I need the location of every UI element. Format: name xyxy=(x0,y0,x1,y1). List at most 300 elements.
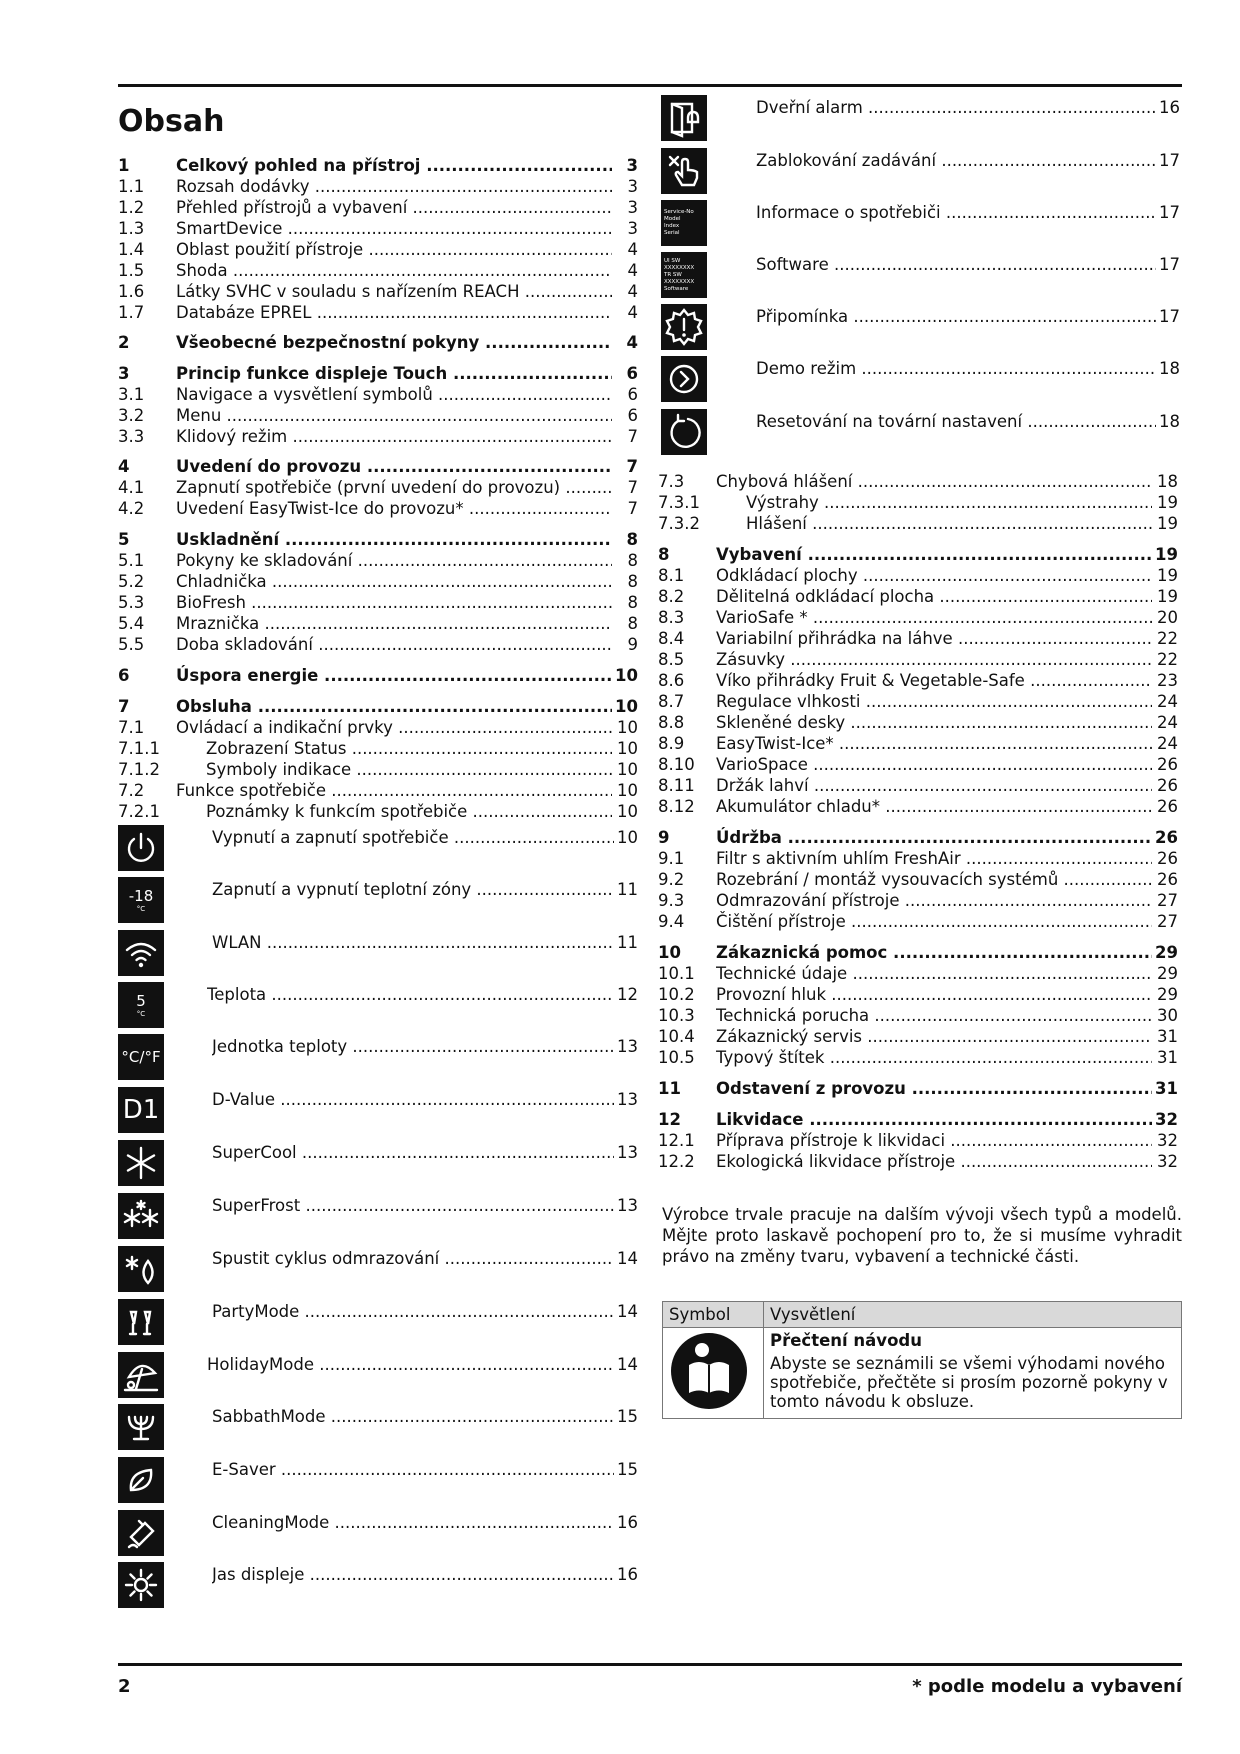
toc-entry-page: 17 xyxy=(1159,307,1180,326)
bottom-rule xyxy=(118,1663,1182,1666)
toc-entry-title: EasyTwist-Ice* ..... xyxy=(716,733,1152,755)
toc-entry xyxy=(756,149,1180,173)
toc-entry xyxy=(118,571,638,593)
toc-entry xyxy=(658,796,1178,818)
icon-caption: D1 xyxy=(122,1095,160,1125)
toc-entry-title: Odstavení z provozu ..... xyxy=(716,1078,1152,1100)
power-icon xyxy=(118,825,164,871)
toc-entry xyxy=(118,218,638,240)
toc-entry xyxy=(118,696,638,718)
toc-entry xyxy=(212,1088,638,1112)
toc-entry-title: Princip funkce displeje Touch ..... xyxy=(176,363,612,385)
toc-entry-number: 8.8 xyxy=(658,713,685,732)
toc-entry xyxy=(658,565,1178,587)
toc-entry xyxy=(658,691,1178,713)
icon-caption-line: Software xyxy=(664,285,689,292)
toc-entry xyxy=(118,384,638,406)
toc-entry-page: 13 xyxy=(617,1090,638,1109)
toc-entry-page: 8 xyxy=(627,593,638,612)
toc-entry-title: Regulace vlhkosti ..... xyxy=(716,691,1152,713)
toc-entry-title: Připomínka ..... xyxy=(756,305,1156,329)
toc-entry-title: Skleněné desky ..... xyxy=(716,712,1152,734)
toc-entry-page: 23 xyxy=(1157,671,1178,690)
toc-entry-page: 17 xyxy=(1159,255,1180,274)
toc-entry-number: 4.2 xyxy=(118,499,145,518)
toc-entry-page: 8 xyxy=(627,551,638,570)
toc-entry xyxy=(212,1563,638,1587)
toc-entry xyxy=(212,1511,638,1535)
toc-entry xyxy=(212,1300,638,1324)
toc-entry-number: 9 xyxy=(658,828,670,847)
toc-entry xyxy=(756,96,1180,120)
toc-entry-title: D-Value ..... xyxy=(212,1088,614,1112)
toc-entry xyxy=(658,942,1178,964)
toc-entry-number: 10.1 xyxy=(658,964,695,983)
toc-entry-page: 13 xyxy=(617,1143,638,1162)
icon-unit: °C xyxy=(136,1010,146,1018)
toc-entry-title: Provozní hluk ..... xyxy=(716,984,1152,1006)
toc-entry-page: 26 xyxy=(1157,870,1178,889)
toc-entry-page: 8 xyxy=(627,572,638,591)
toc-entry-page: 10 xyxy=(617,718,638,737)
toc-entry-title: Rozsah dodávky ..... xyxy=(176,176,612,198)
superfrost-icon xyxy=(118,1193,164,1239)
toc-entry-title: Odmrazování přístroje ..... xyxy=(716,890,1152,912)
toc-entry-page: 3 xyxy=(627,177,638,196)
toc-entry-title: Oblast použití přístroje ..... xyxy=(176,239,612,261)
demo-mode-icon xyxy=(661,356,707,402)
toc-entry xyxy=(118,498,638,520)
toc-entry xyxy=(118,176,638,198)
toc-entry xyxy=(212,1405,638,1429)
toc-entry-page: 18 xyxy=(1159,359,1180,378)
toc-entry-page: 31 xyxy=(1157,1027,1178,1046)
toc-entry xyxy=(658,628,1178,650)
toc-entry-page: 31 xyxy=(1157,1048,1178,1067)
toc-entry-number: 12 xyxy=(658,1110,681,1129)
toc-entry xyxy=(658,1047,1178,1069)
toc-entry-page: 13 xyxy=(617,1196,638,1215)
toc-entry-page: 18 xyxy=(1159,412,1180,431)
toc-entry-title: Jednotka teploty ..... xyxy=(212,1035,614,1059)
toc-entry-title: SuperCool ..... xyxy=(212,1141,614,1165)
toc-entry xyxy=(756,410,1180,434)
appliance-info-icon xyxy=(661,200,707,246)
toc-entry-title: Zablokování zadávání ..... xyxy=(756,149,1156,173)
icon-caption: 5 xyxy=(136,992,146,1010)
toc-entry xyxy=(118,260,638,282)
toc-entry-number: 8.10 xyxy=(658,755,695,774)
door-alarm-icon xyxy=(661,95,707,141)
toc-entry xyxy=(658,1026,1178,1048)
toc-entry-number: 8.6 xyxy=(658,671,685,690)
symbol-row-text: Abyste se seznámili se všemi výhodami nového spotřebiče, přečtěte si prosím pozorně pokyny v tomto návodu k obsluze. xyxy=(770,1354,1168,1411)
toc-entry-number: 11 xyxy=(658,1079,681,1098)
toc-entry-number: 7.3.2 xyxy=(658,514,700,533)
toc-entry xyxy=(212,826,638,850)
toc-entry-page: 10 xyxy=(617,739,638,758)
toc-entry-number: 8.9 xyxy=(658,734,685,753)
toc-entry xyxy=(658,1005,1178,1027)
toc-entry-title: Výstrahy ..... xyxy=(746,492,1152,514)
toc-entry-title: Zapnutí a vypnutí teplotní zóny ..... xyxy=(212,878,614,902)
toc-entry xyxy=(118,613,638,635)
toc-entry-page: 16 xyxy=(617,1565,638,1584)
toc-entry-number: 1.3 xyxy=(118,219,145,238)
toc-entry-page: 16 xyxy=(1159,98,1180,117)
defrost-icon xyxy=(118,1246,164,1292)
toc-entry xyxy=(658,670,1178,692)
toc-entry-number: 9.4 xyxy=(658,912,685,931)
symbol-row-title: Přečtení návodu xyxy=(770,1331,922,1350)
toc-entry-title: Zákaznická pomoc ..... xyxy=(716,942,1152,964)
toc-entry-title: Odkládací plochy ..... xyxy=(716,565,1152,587)
wifi-icon xyxy=(118,930,164,976)
toc-entry-title: Symboly indikace ..... xyxy=(206,759,612,781)
toc-entry xyxy=(756,253,1180,277)
toc-entry-page: 10 xyxy=(617,781,638,800)
toc-entry xyxy=(756,201,1180,225)
toc-entry-page: 3 xyxy=(626,156,638,175)
toc-entry xyxy=(118,332,638,354)
toc-entry-number: 10.5 xyxy=(658,1048,695,1067)
toc-entry-title: Rozebrání / montáž vysouvacích systémů ..... xyxy=(716,869,1152,891)
toc-entry-title: Chladnička ..... xyxy=(176,571,612,593)
toc-entry xyxy=(118,592,638,614)
toc-entry-title: Všeobecné bezpečnostní pokyny ..... xyxy=(176,332,612,354)
toc-entry-title: WLAN ..... xyxy=(212,931,614,955)
toc-entry-page: 24 xyxy=(1157,734,1178,753)
toc-entry-page: 7 xyxy=(626,457,638,476)
toc-entry-title: BioFresh ..... xyxy=(176,592,612,614)
toc-entry-page: 20 xyxy=(1157,608,1178,627)
toc-entry-page: 19 xyxy=(1157,566,1178,585)
input-lock-icon xyxy=(661,148,707,194)
toc-entry xyxy=(658,492,1178,514)
toc-entry xyxy=(658,963,1178,985)
toc-entry-page: 4 xyxy=(627,303,638,322)
toc-entry-page: 17 xyxy=(1159,203,1180,222)
toc-entry-title: Čištění přístroje ..... xyxy=(716,911,1152,933)
toc-entry-title: SabbathMode ..... xyxy=(212,1405,614,1429)
toc-entry xyxy=(658,649,1178,671)
toc-entry-title: SmartDevice ..... xyxy=(176,218,612,240)
toc-entry-number: 7.3 xyxy=(658,472,685,491)
toc-entry xyxy=(118,302,638,324)
toc-entry-page: 26 xyxy=(1157,849,1178,868)
toc-entry-page: 16 xyxy=(617,1513,638,1532)
toc-entry-number: 5.2 xyxy=(118,572,145,591)
toc-entry-number: 9.2 xyxy=(658,870,685,889)
toc-entry-title: Typový štítek ..... xyxy=(716,1047,1152,1069)
top-rule xyxy=(118,84,1182,87)
toc-entry-page: 22 xyxy=(1157,650,1178,669)
icon-caption-line: Index xyxy=(664,223,680,229)
explanation-header: Vysvětlení xyxy=(764,1302,1182,1328)
toc-entry-title: VarioSafe * ..... xyxy=(716,607,1152,629)
toc-entry-page: 6 xyxy=(626,364,638,383)
toc-entry-page: 26 xyxy=(1155,828,1178,847)
toc-entry-title: Pokyny ke skladování ..... xyxy=(176,550,612,572)
toc-entry-number: 7.1.1 xyxy=(118,739,160,758)
toc-entry-number: 7 xyxy=(118,697,130,716)
toc-entry-number: 1 xyxy=(118,156,130,175)
toc-entry xyxy=(658,586,1178,608)
toc-entry-title: Akumulátor chladu* ..... xyxy=(716,796,1152,818)
toc-entry-number: 8.7 xyxy=(658,692,685,711)
toc-entry-number: 7.1.2 xyxy=(118,760,160,779)
toc-entry xyxy=(118,363,638,385)
toc-entry-title: Informace o spotřebiči ..... xyxy=(756,201,1156,225)
toc-entry-title: Dveřní alarm ..... xyxy=(756,96,1156,120)
toc-entry-number: 5 xyxy=(118,530,130,549)
toc-entry-page: 27 xyxy=(1157,891,1178,910)
brightness-icon xyxy=(118,1562,164,1608)
toc-entry-page: 6 xyxy=(627,406,638,425)
toc-entry-page: 10 xyxy=(615,697,638,716)
icon-caption-line: Model xyxy=(664,216,681,222)
toc-entry-title: Celkový pohled na přístroj ..... xyxy=(176,155,612,177)
toc-entry-number: 8.1 xyxy=(658,566,685,585)
toc-entry-title: Hlášení ..... xyxy=(746,513,1152,535)
toc-entry-number: 3 xyxy=(118,364,130,383)
e-saver-icon xyxy=(118,1457,164,1503)
toc-entry-title: Variabilní přihrádka na láhve ..... xyxy=(716,628,1152,650)
toc-entry xyxy=(118,759,638,781)
toc-entry xyxy=(658,869,1178,891)
toc-entry-number: 12.2 xyxy=(658,1152,695,1171)
toc-entry-page: 19 xyxy=(1157,493,1178,512)
toc-entry xyxy=(658,848,1178,870)
toc-entry-title: Filtr s aktivním uhlím FreshAir ..... xyxy=(716,848,1152,870)
toc-entry-number: 3.2 xyxy=(118,406,145,425)
toc-entry xyxy=(207,1353,638,1377)
toc-entry xyxy=(658,1109,1178,1131)
toc-entry xyxy=(118,426,638,448)
toc-entry-title: Zákaznický servis ..... xyxy=(716,1026,1152,1048)
toc-entry-title: Spustit cyklus odmrazování ..... xyxy=(212,1247,614,1271)
toc-entry-page: 14 xyxy=(617,1355,638,1374)
toc-entry-page: 17 xyxy=(1159,151,1180,170)
toc-entry-number: 7.2 xyxy=(118,781,145,800)
toc-entry-title: Uskladnění ..... xyxy=(176,529,612,551)
toc-entry-title: Vybavení ..... xyxy=(716,544,1152,566)
toc-entry-page: 7 xyxy=(627,499,638,518)
toc-entry-page: 29 xyxy=(1155,943,1178,962)
toc-entry-title: Obsluha ..... xyxy=(176,696,612,718)
toc-entry-title: Technická porucha ..... xyxy=(716,1005,1152,1027)
toc-entry xyxy=(118,529,638,551)
toc-entry xyxy=(118,456,638,478)
toc-entry-page: 19 xyxy=(1157,514,1178,533)
toc-entry-page: 15 xyxy=(617,1407,638,1426)
toc-entry-page: 9 xyxy=(627,635,638,654)
toc-entry-number: 8.5 xyxy=(658,650,685,669)
toc-entry-title: Shoda ..... xyxy=(176,260,612,282)
toc-entry-number: 8.3 xyxy=(658,608,685,627)
toc-entry-title: Likvidace ..... xyxy=(716,1109,1152,1131)
symbol-table-header xyxy=(663,1302,1182,1328)
toc-entry-page: 10 xyxy=(617,828,638,847)
page-title: Obsah xyxy=(118,104,225,139)
toc-entry-page: 4 xyxy=(627,261,638,280)
toc-entry xyxy=(658,544,1178,566)
toc-entry xyxy=(118,665,638,687)
toc-entry-page: 14 xyxy=(617,1249,638,1268)
toc-entry xyxy=(658,890,1178,912)
toc-entry-number: 4 xyxy=(118,457,130,476)
toc-entry-number: 8.2 xyxy=(658,587,685,606)
toc-entry xyxy=(118,717,638,739)
toc-entry-page: 26 xyxy=(1157,797,1178,816)
toc-entry-number: 6 xyxy=(118,666,130,685)
symbol-table xyxy=(662,1301,1182,1419)
sabbathmode-icon xyxy=(118,1404,164,1450)
toc-entry xyxy=(118,780,638,802)
toc-entry-title: Zásuvky ..... xyxy=(716,649,1152,671)
zone-power-icon xyxy=(118,877,164,923)
cleaningmode-icon xyxy=(118,1510,164,1556)
toc-entry-title: Vypnutí a zapnutí spotřebiče ..... xyxy=(212,826,614,850)
toc-entry-title: VarioSpace ..... xyxy=(716,754,1152,776)
toc-entry-page: 15 xyxy=(617,1460,638,1479)
toc-entry-number: 10.4 xyxy=(658,1027,695,1046)
toc-entry-page: 11 xyxy=(617,933,638,952)
toc-entry-number: 5.1 xyxy=(118,551,145,570)
toc-entry xyxy=(118,155,638,177)
toc-entry-title: Dělitelná odkládací plocha ..... xyxy=(716,586,1152,608)
toc-entry xyxy=(118,477,638,499)
toc-entry-page: 14 xyxy=(617,1302,638,1321)
toc-entry-number: 7.3.1 xyxy=(658,493,700,512)
toc-entry-page: 8 xyxy=(626,530,638,549)
toc-entry xyxy=(118,281,638,303)
toc-entry-page: 24 xyxy=(1157,692,1178,711)
toc-entry-page: 8 xyxy=(627,614,638,633)
toc-entry-number: 7.1 xyxy=(118,718,145,737)
toc-entry-page: 7 xyxy=(627,478,638,497)
temperature-unit-icon xyxy=(118,1034,164,1080)
toc-entry-title: Jas displeje ..... xyxy=(212,1563,614,1587)
toc-entry xyxy=(212,1247,638,1271)
symbol-table-row xyxy=(663,1328,1182,1419)
icon-caption-line: Service-No xyxy=(664,209,694,215)
toc-entry xyxy=(118,738,638,760)
toc-entry xyxy=(658,911,1178,933)
toc-entry xyxy=(658,513,1178,535)
partymode-icon xyxy=(118,1299,164,1345)
toc-entry-page: 22 xyxy=(1157,629,1178,648)
toc-entry-number: 5.5 xyxy=(118,635,145,654)
toc-entry xyxy=(658,984,1178,1006)
toc-entry-title: Resetování na tovární nastavení ..... xyxy=(756,410,1156,434)
toc-entry xyxy=(118,550,638,572)
toc-entry-title: Zapnutí spotřebiče (první uvedení do provozu) ..... xyxy=(176,477,612,499)
toc-entry xyxy=(212,1035,638,1059)
toc-entry-page: 3 xyxy=(627,219,638,238)
icon-caption-line: Serial xyxy=(664,230,680,236)
toc-entry-page: 10 xyxy=(615,666,638,685)
toc-entry-title: Software ..... xyxy=(756,253,1156,277)
toc-entry xyxy=(118,197,638,219)
toc-entry xyxy=(658,754,1178,776)
toc-entry-title: Uvedení do provozu ..... xyxy=(176,456,612,478)
toc-entry xyxy=(658,1078,1178,1100)
toc-entry-page: 4 xyxy=(627,240,638,259)
toc-entry xyxy=(118,634,638,656)
icon-unit: °C xyxy=(136,905,146,913)
toc-entry-number: 5.3 xyxy=(118,593,145,612)
toc-entry-title: Úspora energie ..... xyxy=(176,665,612,687)
toc-entry-title: Technické údaje ..... xyxy=(716,963,1152,985)
toc-entry xyxy=(207,983,638,1007)
toc-entry-number: 9.3 xyxy=(658,891,685,910)
toc-entry-number: 10 xyxy=(658,943,681,962)
toc-entry xyxy=(212,1194,638,1218)
toc-entry-page: 26 xyxy=(1157,776,1178,795)
footer-note: * podle modelu a vybavení xyxy=(912,1676,1182,1697)
toc-entry xyxy=(658,471,1178,493)
toc-entry-page: 4 xyxy=(627,282,638,301)
d-value-icon xyxy=(118,1087,164,1133)
disclaimer-note: Výrobce trvale pracuje na dalším vývoji všech typů a modelů. Mějte proto laskavě pochopení pro to, že si musíme vyhradit právo na změny tvaru, vybavení a technické části. xyxy=(662,1205,1182,1266)
toc-entry-title: Údržba ..... xyxy=(716,827,1152,849)
factory-reset-icon xyxy=(661,409,707,455)
toc-entry xyxy=(658,712,1178,734)
toc-entry-page: 31 xyxy=(1155,1079,1178,1098)
symbol-header: Symbol xyxy=(663,1302,764,1328)
read-manual-icon xyxy=(669,1396,749,1415)
reminder-icon xyxy=(661,304,707,350)
toc-entry-page: 27 xyxy=(1157,912,1178,931)
toc-entry-title: Mraznička ..... xyxy=(176,613,612,635)
toc-entry xyxy=(658,775,1178,797)
toc-entry xyxy=(658,827,1178,849)
toc-entry-page: 19 xyxy=(1155,545,1178,564)
toc-entry-page: 11 xyxy=(617,880,638,899)
toc-entry-page: 13 xyxy=(617,1037,638,1056)
toc-entry-title: Teplota ..... xyxy=(207,983,614,1007)
toc-entry-number: 3.1 xyxy=(118,385,145,404)
toc-entry-page: 3 xyxy=(627,198,638,217)
toc-entry-page: 6 xyxy=(627,385,638,404)
icon-caption: °C/°F xyxy=(121,1048,161,1066)
toc-entry xyxy=(212,931,638,955)
toc-entry-number: 8.12 xyxy=(658,797,695,816)
toc-entry-number: 8.4 xyxy=(658,629,685,648)
icon-caption: -18 xyxy=(128,887,154,905)
toc-entry-title: Přehled přístrojů a vybavení ..... xyxy=(176,197,612,219)
toc-entry-title: SuperFrost ..... xyxy=(212,1194,614,1218)
toc-entry-page: 12 xyxy=(617,985,638,1004)
toc-entry-page: 30 xyxy=(1157,1006,1178,1025)
explanation-cell xyxy=(764,1328,1182,1419)
toc-entry-title: Držák lahví ..... xyxy=(716,775,1152,797)
toc-entry-title: Zobrazení Status ..... xyxy=(206,738,612,760)
toc-entry-number: 1.4 xyxy=(118,240,145,259)
toc-entry-page: 29 xyxy=(1157,964,1178,983)
toc-entry-title: Menu ..... xyxy=(176,405,612,427)
toc-entry-title: Poznámky k funkcím spotřebiče ..... xyxy=(206,801,612,823)
toc-entry-number: 8 xyxy=(658,545,670,564)
footer-page-number: 2 xyxy=(118,1676,131,1697)
temperature-display-icon xyxy=(118,982,164,1028)
toc-entry-number: 1.5 xyxy=(118,261,145,280)
toc-entry xyxy=(658,733,1178,755)
software-icon xyxy=(661,252,707,298)
toc-entry-page: 10 xyxy=(617,760,638,779)
toc-entry-page: 24 xyxy=(1157,713,1178,732)
